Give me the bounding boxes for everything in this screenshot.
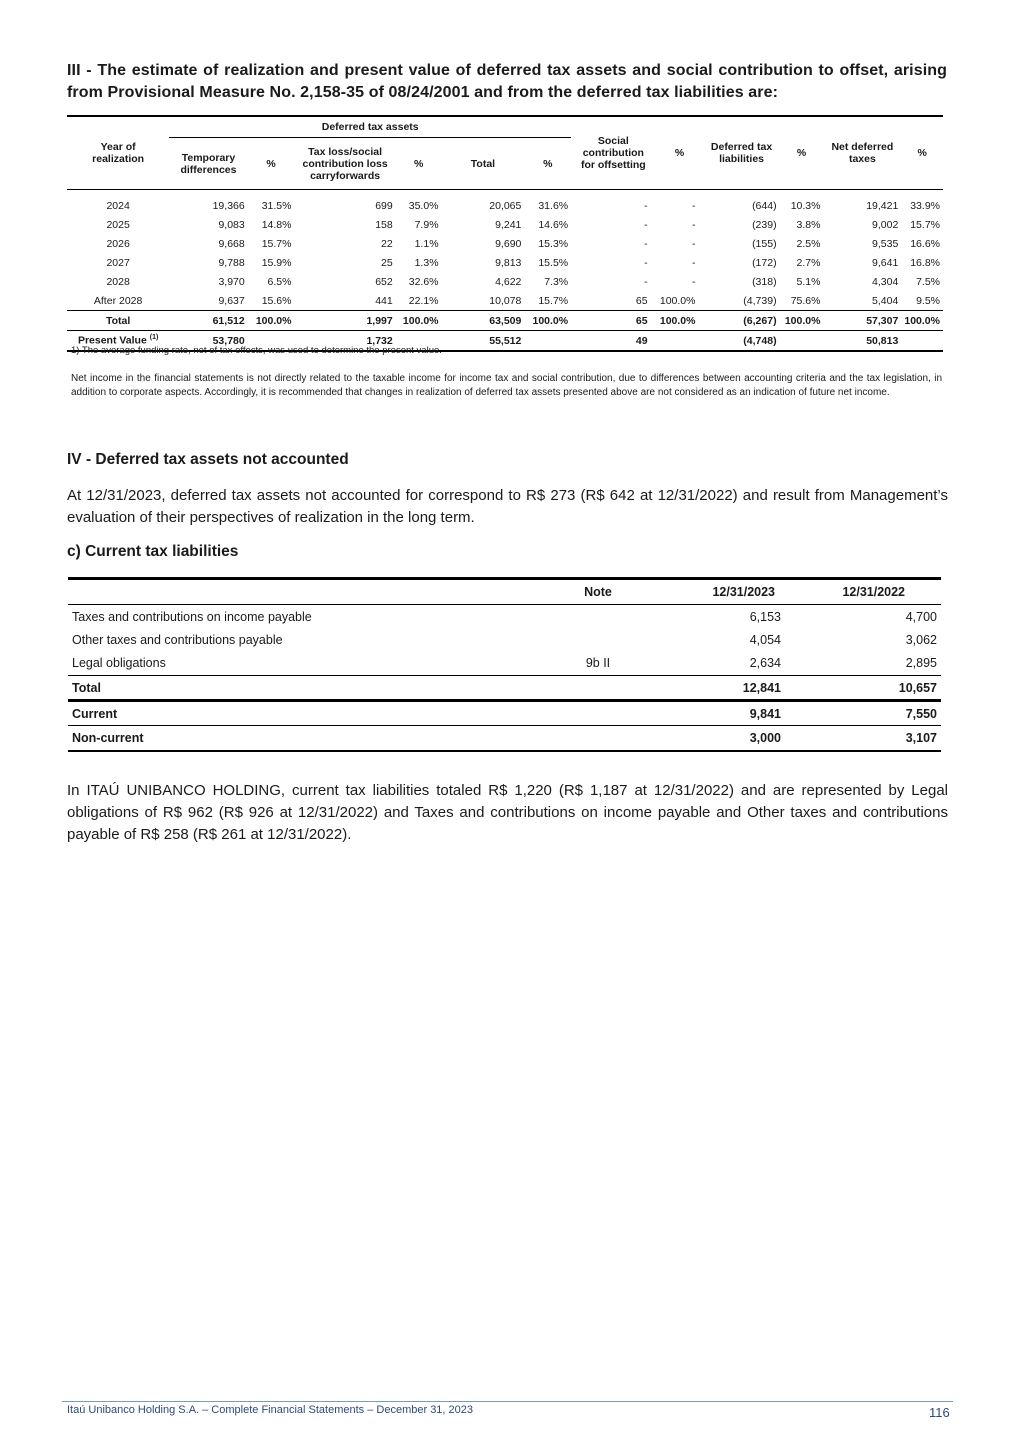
p2-cell: 7.9% xyxy=(414,218,439,231)
header-pct3: % xyxy=(524,138,571,190)
social-cell: - xyxy=(644,199,648,212)
p4-cell: - xyxy=(692,218,696,231)
p5-cell: 5.1% xyxy=(796,275,821,288)
total-row xyxy=(68,675,941,700)
header-liab: Deferred tax liabilities xyxy=(704,116,780,190)
table-row xyxy=(67,253,943,272)
net-cell: 5,404 xyxy=(872,294,899,307)
header-taxloss: Tax loss/social contribution loss carryforwards xyxy=(294,138,395,190)
total-row xyxy=(67,311,943,331)
p1-cell: 6.5% xyxy=(267,275,292,288)
note-cell xyxy=(548,628,648,651)
value-2022: 2,895 xyxy=(905,656,937,671)
liab-cell: (4,739) xyxy=(743,294,777,307)
temp-cell: 53,780 xyxy=(169,331,247,352)
net-cell: 9,535 xyxy=(872,237,899,250)
deferred-tax-table xyxy=(67,115,943,352)
value-2023: 2,634 xyxy=(749,656,781,671)
header-net: Net deferred taxes xyxy=(823,116,901,190)
value-2022: 3,107 xyxy=(799,726,941,751)
p4-cell: - xyxy=(692,256,696,269)
p4-cell: - xyxy=(692,237,696,250)
current-tax-liabilities-table xyxy=(68,577,941,752)
row-label: Non-current xyxy=(68,726,548,751)
total-cell: 20,065 xyxy=(489,199,522,212)
p3-cell: 15.5% xyxy=(538,256,569,269)
p1-cell: 14.8% xyxy=(261,218,292,231)
net-cell: 50,813 xyxy=(823,331,901,352)
value-2023: 4,054 xyxy=(749,632,781,647)
note-cell: 9b II xyxy=(585,656,611,671)
header-pct5: % xyxy=(780,116,824,190)
p5-cell: 2.5% xyxy=(796,237,821,250)
header-pct2: % xyxy=(396,138,442,190)
header-social: Social contribution for offsetting xyxy=(571,116,655,190)
temp-cell: 9,668 xyxy=(218,237,245,250)
social-cell: 49 xyxy=(571,331,655,352)
p6-cell: 15.7% xyxy=(910,218,940,231)
header-pct6: % xyxy=(901,116,943,190)
net-cell: 19,421 xyxy=(866,199,899,212)
current-row xyxy=(68,701,941,726)
loss-cell: 652 xyxy=(375,275,393,288)
total-cell: 9,241 xyxy=(495,218,522,231)
empty-cell xyxy=(780,331,824,352)
value-2023: 3,000 xyxy=(648,726,799,751)
p3-cell: 31.6% xyxy=(538,199,569,212)
section-3-heading: III - The estimate of realization and present value of deferred tax assets and social contribution to offset, arising from Provisional Measure No. 2,158-35 of 08/24/2001 and from the deferred tax liabilities are: xyxy=(67,62,947,101)
p1-cell: 15.7% xyxy=(261,237,292,250)
net-income-note: Net income in the financial statements is not directly related to the taxable income for income tax and social contribution, due to differences between accounting criteria and the tax legislation, in addition to corporate aspects. Accordingly, it is recommended that changes in realization of deferred tax assets presented above are not considered as an indication of future net income. xyxy=(71,373,942,398)
p5-cell: 2.7% xyxy=(796,256,821,269)
header-note: Note xyxy=(548,579,648,605)
table-row xyxy=(67,291,943,311)
footnote: 1) The average funding rate, net of tax effects, was used to determine the present value. xyxy=(71,345,442,356)
p2-cell: 100.0% xyxy=(396,311,442,331)
empty-cell xyxy=(548,675,648,700)
p2-cell: 35.0% xyxy=(408,199,439,212)
loss-cell: 699 xyxy=(375,199,393,212)
p2-cell: 1.1% xyxy=(414,237,439,250)
p6-cell: 16.6% xyxy=(910,237,940,250)
header-year: Year of realization xyxy=(67,116,169,190)
empty-cell xyxy=(656,331,704,352)
loss-cell: 22 xyxy=(381,237,393,250)
value-2023: 12,841 xyxy=(648,675,799,700)
noncurrent-row xyxy=(68,726,941,751)
empty-cell xyxy=(548,726,648,751)
social-cell: 65 xyxy=(635,294,648,307)
footer-divider xyxy=(62,1401,953,1402)
p5-cell: 3.8% xyxy=(796,218,821,231)
footer-text: Itaú Unibanco Holding S.A. – Complete Financial Statements – December 31, 2023 xyxy=(67,1404,474,1416)
p3-cell: 7.3% xyxy=(544,275,569,288)
liab-cell: (6,267) xyxy=(704,311,780,331)
p1-cell: 15.9% xyxy=(261,256,292,269)
empty-cell xyxy=(901,331,943,352)
p4-cell: - xyxy=(692,199,696,212)
empty-cell xyxy=(524,331,571,352)
social-cell: - xyxy=(644,275,648,288)
liab-cell: (644) xyxy=(752,199,777,212)
total-label: Total xyxy=(67,311,169,331)
p6-cell: 33.9% xyxy=(910,199,940,212)
section-4-paragraph: At 12/31/2023, deferred tax assets not accounted for correspond to R$ 273 (R$ 642 at 12/31/2022) and result from Management’s evaluation of their perspectives of realization in the long term. xyxy=(67,487,948,526)
header-2023: 12/31/2023 xyxy=(648,579,799,605)
p6-cell: 7.5% xyxy=(916,275,940,288)
p4-cell: 100.0% xyxy=(659,294,696,307)
section-c-heading: c) Current tax liabilities xyxy=(67,543,239,560)
value-2022: 7,550 xyxy=(905,706,937,721)
temp-cell: 9,637 xyxy=(218,294,245,307)
social-cell: - xyxy=(644,237,648,250)
header-2022: 12/31/2022 xyxy=(799,579,941,605)
p3-cell: 14.6% xyxy=(538,218,569,231)
year-cell: 2028 xyxy=(106,275,130,288)
table-row xyxy=(67,272,943,291)
row-label: Current xyxy=(72,706,118,721)
table-row xyxy=(68,628,941,651)
value-2022: 4,700 xyxy=(905,609,937,624)
p1-cell: 100.0% xyxy=(248,311,295,331)
p1-cell: 31.5% xyxy=(261,199,292,212)
net-cell: 9,002 xyxy=(872,218,899,231)
row-label: Legal obligations xyxy=(72,656,166,671)
year-cell: After 2028 xyxy=(93,294,143,307)
loss-cell: 1,732 xyxy=(294,331,395,352)
row-label: Other taxes and contributions payable xyxy=(72,632,283,647)
p6-cell: 9.5% xyxy=(916,294,940,307)
net-cell: 9,641 xyxy=(872,256,899,269)
empty-cell xyxy=(548,701,648,726)
temp-cell: 9,788 xyxy=(218,256,245,269)
p1-cell: 15.6% xyxy=(261,294,292,307)
p5-cell: 75.6% xyxy=(790,294,821,307)
p4-cell: 100.0% xyxy=(656,311,704,331)
p2-cell: 1.3% xyxy=(414,256,439,269)
year-cell: 2025 xyxy=(106,218,130,231)
header-temp: Temporary differences xyxy=(169,138,247,190)
total-cell: 63,509 xyxy=(442,311,525,331)
p2-cell: 22.1% xyxy=(408,294,439,307)
net-cell: 4,304 xyxy=(872,275,899,288)
present-value-text: Present Value xyxy=(77,334,147,347)
value-2023: 6,153 xyxy=(749,609,781,624)
total-cell: 9,813 xyxy=(495,256,522,269)
loss-cell: 441 xyxy=(375,294,393,307)
table-row xyxy=(67,190,943,216)
temp-cell: 9,083 xyxy=(218,218,245,231)
p6-cell: 100.0% xyxy=(901,311,943,331)
social-cell: - xyxy=(644,256,648,269)
net-cell: 57,307 xyxy=(823,311,901,331)
header-deferred-tax-assets: Deferred tax assets xyxy=(169,116,571,138)
year-cell: 2026 xyxy=(106,237,130,250)
footnote-ref: (1) xyxy=(149,334,159,342)
loss-cell: 158 xyxy=(375,218,393,231)
header-description xyxy=(68,579,548,605)
value-2022: 10,657 xyxy=(799,675,941,700)
year-cell: 2027 xyxy=(106,256,130,269)
total-cell: 4,622 xyxy=(495,275,522,288)
temp-cell: 61,512 xyxy=(169,311,247,331)
total-cell: 10,078 xyxy=(489,294,522,307)
header-pct1: % xyxy=(248,138,295,190)
note-cell xyxy=(548,605,648,629)
liab-cell: (4,748) xyxy=(704,331,780,352)
p3-cell: 15.7% xyxy=(538,294,569,307)
liab-cell: (172) xyxy=(752,256,777,269)
header-pct4: % xyxy=(656,116,704,190)
p6-cell: 16.8% xyxy=(910,256,940,269)
value-2022: 3,062 xyxy=(905,632,937,647)
total-cell: 55,512 xyxy=(442,331,525,352)
p3-cell: 15.3% xyxy=(538,237,569,250)
table-row xyxy=(67,234,943,253)
liab-cell: (239) xyxy=(752,218,777,231)
loss-cell: 1,997 xyxy=(294,311,395,331)
page-number: 116 xyxy=(929,1405,950,1420)
temp-cell: 19,366 xyxy=(212,199,245,212)
social-cell: - xyxy=(644,218,648,231)
row-label: Taxes and contributions on income payable xyxy=(72,609,312,624)
p4-cell: - xyxy=(692,275,696,288)
loss-cell: 25 xyxy=(381,256,393,269)
section-4-heading: IV - Deferred tax assets not accounted xyxy=(67,451,349,468)
temp-cell: 3,970 xyxy=(218,275,245,288)
p2-cell: 32.6% xyxy=(408,275,439,288)
table-row xyxy=(68,605,941,629)
section-c-paragraph: In ITAÚ UNIBANCO HOLDING, current tax liabilities totaled R$ 1,220 (R$ 1,187 at 12/31/2022) and are represented by Legal obligations of R$ 962 (R$ 926 at 12/31/2022) and Taxes and contributions on income payable and Other taxes and contributions payable of R$ 258 (R$ 261 at 12/31/2022). xyxy=(67,782,948,843)
header-total: Total xyxy=(442,138,525,190)
p5-cell: 10.3% xyxy=(790,199,821,212)
year-cell: 2024 xyxy=(106,199,130,212)
total-cell: 9,690 xyxy=(495,237,522,250)
social-cell: 65 xyxy=(571,311,655,331)
value-2023: 9,841 xyxy=(749,706,781,721)
p3-cell: 100.0% xyxy=(524,311,571,331)
table-row xyxy=(68,652,941,676)
table-row xyxy=(67,215,943,234)
row-label: Total xyxy=(68,675,548,700)
liab-cell: (155) xyxy=(752,237,777,250)
p5-cell: 100.0% xyxy=(780,311,824,331)
liab-cell: (318) xyxy=(752,275,777,288)
